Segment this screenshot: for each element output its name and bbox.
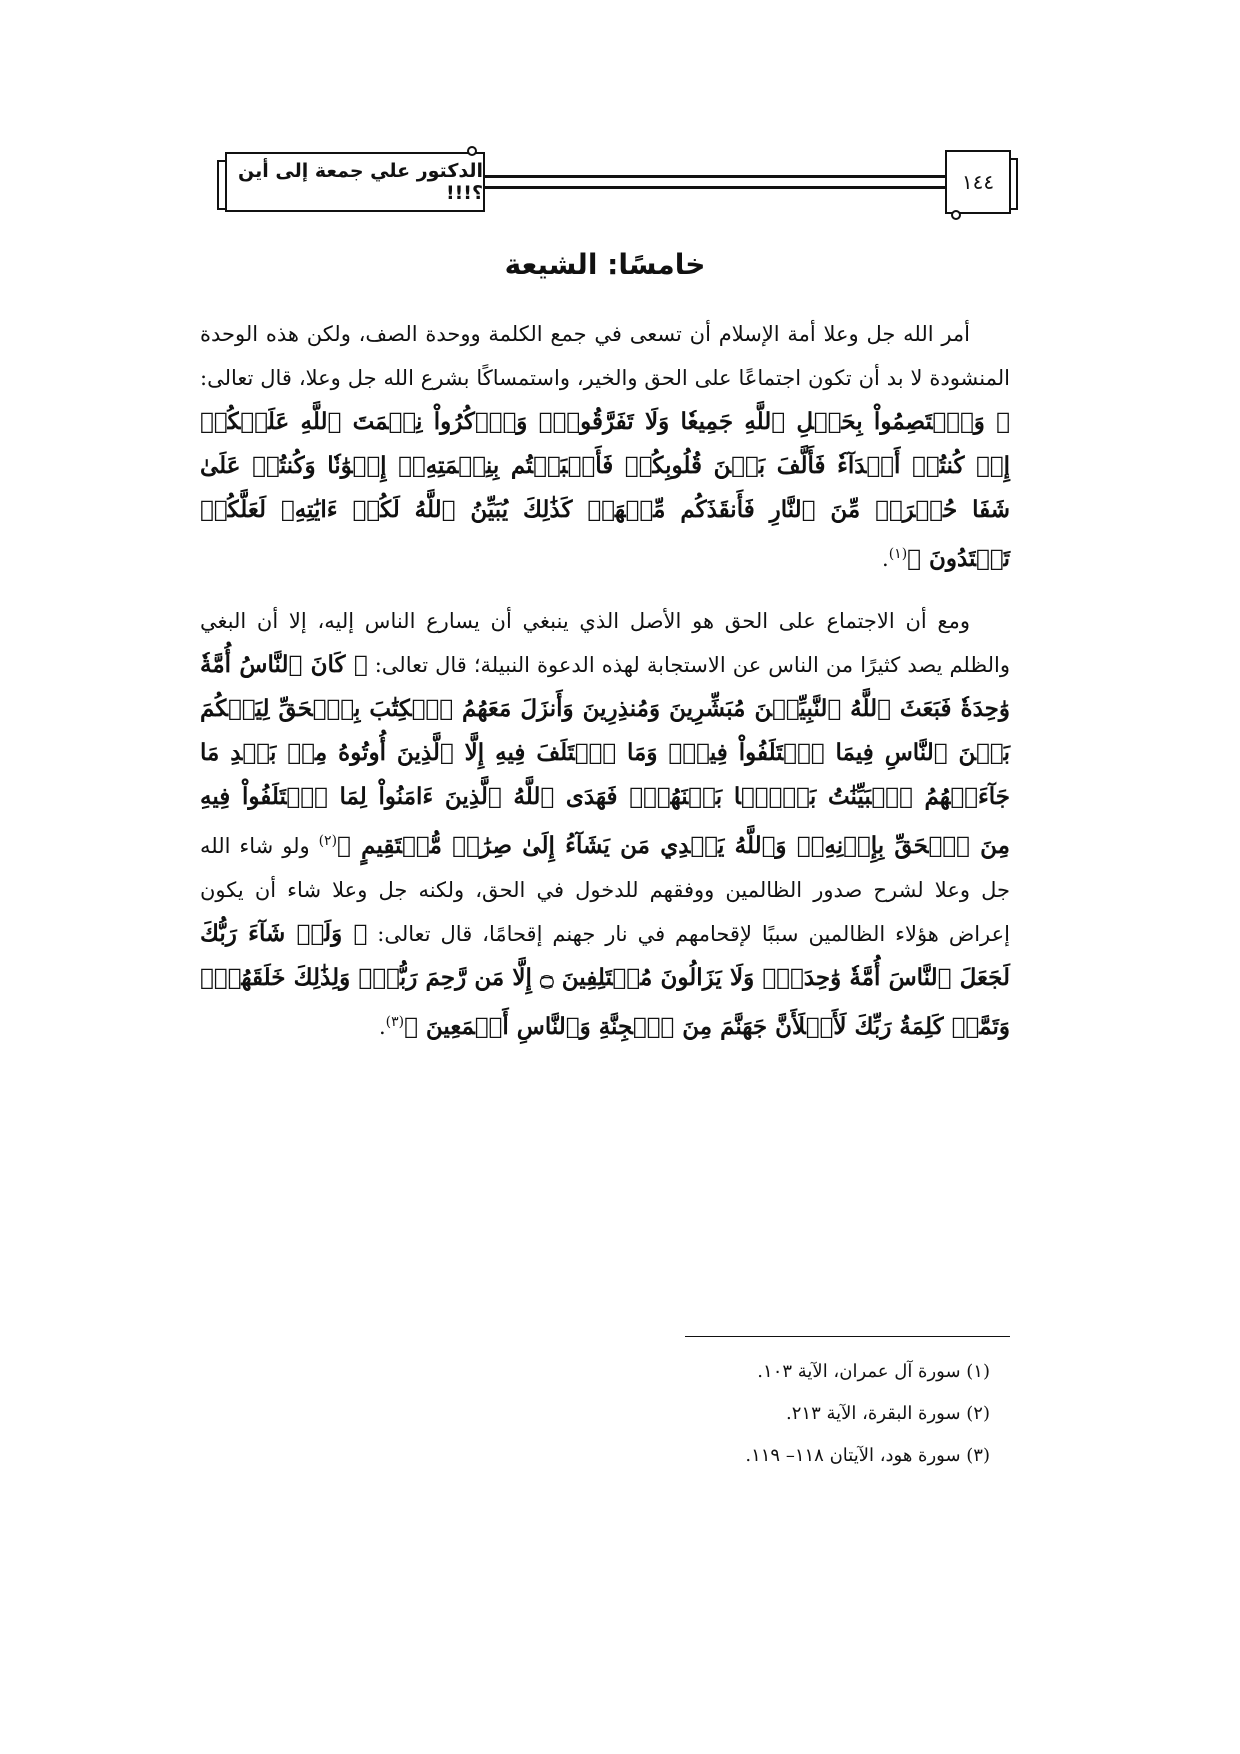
paragraph-1 bbox=[200, 312, 1010, 581]
footnote-2: (٢) سورة البقرة، الآية ٢١٣. bbox=[786, 1403, 990, 1424]
footnote-separator bbox=[685, 1336, 1010, 1337]
book-title: الدكتور علي جمعة إلى أين ؟!!! bbox=[238, 160, 483, 204]
ayah-hud-118-119: ﴿ وَلَوۡ شَآءَ رَبُّكَ لَجَعَلَ ٱلنَّاسَ أُمَّةٗ وَٰحِدَةٗۖ وَلَا يَزَالُونَ مُخۡتَلِفِينَ ۝ إِلَّا مَن رَّحِمَ رَبُّكَۚ وَلِذَٰلِكَ خَلَقَهُمۡۗ وَتَمَّتۡ كَلِمَةُ رَبِّكَ لَأَمۡلَأَنَّ جَهَنَّمَ مِنَ ٱلۡجِنَّةِ وَٱلنَّاسِ أَجۡمَعِينَ ﴾ bbox=[200, 920, 1010, 1040]
ayah-al-imran-103: ﴿ وَٱعۡتَصِمُواْ بِحَبۡلِ ٱللَّهِ جَمِيعٗا وَلَا تَفَرَّقُواْۚ وَٱذۡكُرُواْ نِعۡمَتَ ٱللَّهِ عَلَيۡكُمۡ إِذۡ كُنتُمۡ أَعۡدَآءٗ فَأَلَّفَ بَيۡنَ قُلُوبِكُمۡ فَأَصۡبَحۡتُم بِنِعۡمَتِهِۦٓ إِخۡوَٰنٗا وَكُنتُمۡ عَلَىٰ شَفَا حُفۡرَةٖ مِّنَ ٱلنَّارِ فَأَنقَذَكُم مِّنۡهَاۗ كَذَٰلِكَ يُبَيِّنُ ٱللَّهُ لَكُمۡ ءَايَٰتِهِۦ لَعَلَّكُمۡ تَهۡتَدُونَ ﴾ bbox=[200, 408, 1010, 572]
paragraph-2-intro: ومع أن الاجتماع على الحق هو الأصل الذي ينبغي أن يسارع الناس إليه، إلا أن البغي والظلم يصد كثيرًا من الناس عن الاستجابة لهذه الدعوة النبيلة؛ قال تعالى: bbox=[200, 609, 1010, 677]
header-title-frame bbox=[225, 152, 485, 212]
paragraph-2 bbox=[200, 599, 1010, 1049]
body-text bbox=[200, 312, 1010, 1049]
paragraph-2-end: . bbox=[378, 1015, 386, 1039]
footnote-1: (١) سورة آل عمران، الآية ١٠٣. bbox=[757, 1361, 990, 1382]
paragraph-1-intro: أمر الله جل وعلا أمة الإسلام أن تسعى في جمع الكلمة ووحدة الصف، ولكن هذه الوحدة المنشودة لا بد أن تكون اجتماعًا على الحق والخير، واستمساكًا بشرع الله جل وعلا، قال تعالى: bbox=[200, 322, 1010, 390]
page-number: ١٤٤ bbox=[961, 170, 995, 194]
footnote-3: (٣) سورة هود، الآيتان ١١٨– ١١٩. bbox=[745, 1445, 990, 1466]
paragraph-1-end: . bbox=[882, 547, 889, 571]
page-number-frame bbox=[945, 150, 1011, 214]
footnotes bbox=[400, 1356, 990, 1482]
ayah-al-baqarah-213: ﴿ كَانَ ٱلنَّاسُ أُمَّةٗ وَٰحِدَةٗ فَبَعَثَ ٱللَّهُ ٱلنَّبِيِّـۧنَ مُبَشِّرِينَ وَمُنذِرِينَ وَأَنزَلَ مَعَهُمُ ٱلۡكِتَٰبَ بِٱلۡحَقِّ لِيَحۡكُمَ بَيۡنَ ٱلنَّاسِ فِيمَا ٱخۡتَلَفُواْ فِيهِۚ وَمَا ٱخۡتَلَفَ فِيهِ إِلَّا ٱلَّذِينَ أُوتُوهُ مِنۢ بَعۡدِ مَا جَآءَتۡهُمُ ٱلۡبَيِّنَٰتُ بَغۡيَۢا بَيۡنَهُمۡۖ فَهَدَى ٱللَّهُ ٱلَّذِينَ ءَامَنُواْ لِمَا ٱخۡتَلَفُواْ فِيهِ مِنَ ٱلۡحَقِّ بِإِذۡنِهِۦۗ وَٱللَّهُ يَهۡدِي مَن يَشَآءُ إِلَىٰ صِرَٰطٖ مُّسۡتَقِيمٍ ﴾ bbox=[200, 651, 1010, 859]
footnote-ref-2: (٢) bbox=[318, 833, 338, 849]
paragraph-2-middle: ولو شاء الله جل وعلا لشرح صدور الظالمين ووفقهم للدخول في الحق، ولكنه جل وعلا شاء أن يكون إعراض هؤلاء الظالمين سببًا لإقحامهم في نار جهنم إقحامًا، قال تعالى: bbox=[200, 834, 1010, 946]
section-heading: خامسًا: الشيعة bbox=[504, 248, 706, 281]
footnote-ref-1: (١) bbox=[888, 546, 908, 562]
footnote-ref-3: (٣) bbox=[385, 1014, 405, 1030]
